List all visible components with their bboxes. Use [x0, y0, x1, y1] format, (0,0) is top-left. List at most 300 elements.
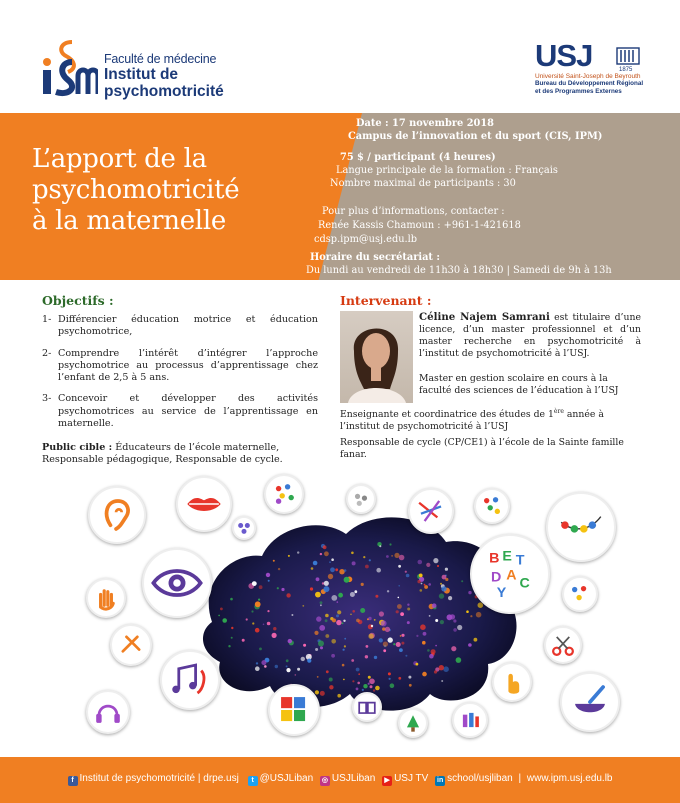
hours-title: Horaire du secrétariat : [310, 252, 440, 263]
letter-t: T [515, 552, 525, 569]
brain-dot [399, 555, 405, 561]
title-line2: psychomotricité [32, 175, 240, 205]
letter-d: D [491, 569, 502, 586]
page-title [32, 144, 239, 237]
brain-dot [445, 568, 448, 571]
brain-dot [286, 659, 289, 662]
brain-dot [416, 635, 418, 637]
brain-dot [218, 615, 220, 617]
brain-dot [435, 645, 437, 647]
brain-dot [398, 677, 401, 680]
brain-dot [330, 567, 335, 572]
brain-dot [332, 618, 336, 622]
speaker-bio2: Master en gestion scolaire en cours à la faculté des sciences de l’éducation à l’USJ [419, 373, 619, 396]
brain-dot [388, 672, 391, 675]
brain-dot [383, 649, 386, 652]
brain-dot [456, 657, 462, 663]
brain-dot [320, 691, 325, 696]
list-item [42, 348, 318, 385]
brain-dot [295, 674, 297, 676]
speaker-bio [419, 311, 641, 360]
brain-dot [320, 646, 323, 649]
brain-dot [329, 561, 331, 563]
item-number: 2- [42, 347, 52, 359]
brain-dot [301, 657, 305, 661]
brain-dot [325, 619, 328, 622]
brain-dot [316, 577, 320, 581]
brain-dot [390, 683, 395, 688]
brain-dot [344, 638, 346, 640]
brain-dot [222, 618, 227, 623]
brain-dot [440, 583, 442, 585]
brain-dot [362, 689, 364, 691]
speaker-bio4: Responsable de cycle (CP/CE1) à l’école de la Sainte famille fanar. [340, 437, 624, 460]
brain-dot [386, 555, 389, 558]
brain-dot [336, 614, 339, 617]
usj-year: 1875 [619, 67, 633, 72]
brain-dot [320, 601, 323, 604]
brain-dot [397, 604, 402, 609]
bureau-line2: et des Programmes Externes [535, 88, 622, 95]
item-text: Concevoir et développer des activités psychomotrices au service de l’apprentissage en maternelle. [58, 393, 318, 430]
letter-y: Y [496, 584, 507, 601]
brain-dot [429, 615, 431, 617]
brain-dot [405, 655, 407, 657]
letter-b: B [489, 550, 500, 567]
eye-icon [142, 548, 212, 618]
brain-dot [407, 604, 409, 606]
brain-dot [350, 592, 355, 597]
brain-dot [422, 672, 427, 677]
brain-dot [339, 569, 344, 574]
brain-dot [278, 568, 280, 570]
brain-dot [457, 625, 462, 630]
brain-dot [400, 635, 402, 637]
brain-dot [468, 643, 472, 647]
brain-dot [440, 620, 444, 624]
brain-dot [288, 555, 290, 557]
brain-dot [368, 683, 370, 685]
brain-dot [461, 580, 463, 582]
brain-dot [361, 583, 364, 586]
brain-dot [419, 574, 423, 578]
brain-dot [350, 614, 352, 616]
brain-dot [331, 558, 334, 561]
brain-dot [344, 577, 350, 583]
brain-dot [401, 642, 404, 645]
beads-icon [546, 492, 616, 562]
headphones-icon [86, 690, 130, 734]
brain-dot [448, 596, 452, 600]
brain-dot [426, 563, 430, 567]
public-label: Public cible : [42, 442, 113, 453]
brain-dot [331, 639, 336, 644]
brain-dot [391, 555, 393, 557]
brain-dot [375, 686, 380, 691]
brain-dot [325, 634, 329, 638]
bottles-icon [452, 702, 488, 738]
brain-dot [369, 679, 375, 685]
location: Campus de l’innovation et du sport (CIS, IPM) [348, 131, 603, 142]
brain-dot [277, 587, 279, 589]
brain-dot [318, 641, 324, 647]
brain-dot [368, 634, 373, 639]
brain-dot [324, 551, 329, 556]
brain-dot [325, 614, 329, 618]
colored-dots-icon [562, 576, 598, 612]
institute-line1: Institut de [104, 66, 179, 83]
linkedin-link[interactable]: school/usjliban [447, 773, 513, 784]
brain-dot [405, 571, 407, 573]
ism-logo [38, 40, 98, 98]
brain-dot [303, 644, 306, 647]
brain-dot [310, 587, 313, 590]
brain-dot [337, 610, 341, 614]
brain-dot [273, 627, 276, 630]
brain-dot [259, 648, 262, 651]
brain-dot [396, 642, 401, 647]
brain-dot [231, 637, 233, 639]
book-icon [352, 692, 382, 722]
brain-dot [441, 680, 443, 682]
mortar-icon [560, 672, 620, 732]
brain-dot [307, 659, 311, 663]
brain-dot [251, 610, 253, 612]
dots-icon [264, 474, 304, 514]
brain-dot [343, 649, 345, 651]
brain-dot [319, 625, 325, 631]
item-number: 1- [42, 314, 52, 325]
price: 75 $ / participant (4 heures) [340, 152, 496, 163]
usj-full-name: Université Saint-Joseph de Beyrouth [535, 73, 641, 80]
speaker-bio3 [340, 406, 642, 433]
ear-icon [88, 486, 146, 544]
youtube-link[interactable]: USJ TV [394, 773, 429, 784]
brain-dot [286, 593, 290, 597]
brain-dot [434, 670, 437, 673]
brain-dot [336, 620, 341, 625]
brain-dot [281, 588, 284, 591]
brain-dot [231, 627, 233, 629]
brain-dot [381, 620, 387, 626]
hand-icon [86, 578, 126, 618]
brain-dot [268, 580, 270, 582]
brain-dot [342, 664, 345, 667]
scissors-icon [544, 626, 582, 664]
brain-dot [370, 685, 373, 688]
brain-dot [252, 581, 257, 586]
brain-dot [373, 689, 375, 691]
brain-dot [272, 633, 277, 638]
brain-dot [255, 601, 261, 607]
brain-dot [418, 560, 423, 565]
brain-dot [476, 612, 482, 618]
brain-dot [376, 568, 381, 573]
bio3-b: année à l’institut de psychomotricité à l’USJ [340, 409, 604, 433]
lips-icon [176, 476, 232, 532]
brain-dot [439, 593, 444, 598]
brain-dot [443, 666, 449, 672]
brain-dot [358, 673, 360, 675]
brain-dot [335, 568, 338, 571]
brain-dot [317, 676, 319, 678]
title-line1: L’apport de la [32, 144, 207, 174]
brain-dot [420, 624, 426, 630]
brain-dot [356, 619, 360, 623]
brain-dot [447, 614, 453, 620]
brain-dot [314, 631, 318, 635]
brain-dot [423, 632, 427, 636]
brain-dot [255, 628, 260, 633]
brain-dot [389, 543, 391, 545]
contact-name: Renée Kassis Chamoun : +961-1-421618 [318, 220, 521, 231]
brain-dot [421, 583, 423, 585]
brain-dot [344, 645, 346, 647]
brain-dot [256, 662, 258, 664]
brain-dot [352, 680, 354, 682]
contact-intro: Pour plus d’informations, contacter : [322, 206, 505, 217]
brain-dot [356, 688, 359, 691]
brain-dot [316, 616, 321, 621]
brain-dot [453, 628, 457, 632]
brain-dot [291, 614, 293, 616]
brain-dot [352, 610, 355, 613]
target-audience [42, 442, 322, 467]
brain-dot [398, 597, 400, 599]
brain-dot [323, 586, 329, 592]
molecule-icon [232, 516, 256, 540]
brain-dot [439, 665, 444, 670]
brain-dot [428, 583, 431, 586]
brain-dot [273, 560, 275, 562]
brain-dot [368, 676, 371, 679]
brain-dot [297, 668, 300, 671]
item-text: Comprendre l’intérêt d’intégrer l’approche psychomotrice au processus d’apprentissage chez l’enfant de 2,5 à 5 ans. [58, 347, 318, 384]
twitter-link[interactable]: @USJLiban [259, 773, 314, 784]
tower-icon [615, 44, 641, 72]
footer-links [0, 773, 680, 786]
bio3-a: Enseignante et coordinatrice des études de 1 [340, 409, 554, 421]
objectives-list [42, 314, 318, 439]
brain-dot [398, 585, 400, 587]
brain-dot [441, 586, 446, 591]
brain-dot [371, 625, 373, 627]
bio3-sup: ère [553, 408, 564, 415]
brain-dot [388, 637, 393, 642]
brain-dot [466, 610, 469, 613]
tree-icon [398, 708, 428, 738]
brain-dot [259, 585, 263, 589]
brain-dot [368, 617, 371, 620]
brain-dot [261, 660, 266, 665]
linkedin-icon: in [437, 777, 444, 784]
brain-dot [409, 684, 412, 687]
brain-dot [453, 619, 456, 622]
objectives-heading: Objectifs : [42, 293, 114, 308]
brain-dot [297, 551, 299, 553]
brain-dot [451, 646, 456, 651]
brain-dot [408, 676, 411, 679]
brain-dot [352, 561, 356, 565]
brain-dot [220, 608, 223, 611]
brain-dot [313, 561, 318, 566]
puzzle-icon [268, 684, 320, 736]
brain-dot [263, 624, 265, 626]
brain-dot [242, 639, 245, 642]
brain-dot [344, 569, 347, 572]
brain-dot [302, 605, 304, 607]
brain-dot [329, 685, 333, 689]
brain-dot [424, 585, 428, 589]
speaker-name: Céline Najem Samrani [419, 311, 550, 323]
brain-dot [431, 649, 436, 654]
brain-dot [264, 665, 267, 668]
brain-illustration [0, 472, 680, 755]
speaker-heading: Intervenant : [340, 293, 432, 308]
item-number: 3- [42, 393, 52, 405]
brain-dot [379, 638, 383, 642]
language: Langue principale de la formation : Français [336, 165, 558, 176]
brain-dot [385, 627, 390, 632]
brain-dot [315, 648, 318, 651]
brain-dot [338, 593, 343, 598]
brain-dot [433, 558, 438, 563]
brain-dot [286, 665, 288, 667]
brain-dot [331, 595, 337, 601]
brain-dot [393, 643, 395, 645]
brain-dot [365, 565, 369, 569]
brain-dot [337, 601, 339, 603]
arrows-icon [408, 488, 454, 534]
brain-dot [357, 682, 360, 685]
twitter-icon: t [248, 776, 258, 786]
brain-dot [324, 581, 329, 586]
brain-dot [363, 556, 365, 558]
brain-dot [328, 574, 333, 579]
brain-dot [275, 665, 278, 668]
brain-dot [432, 603, 437, 608]
brain-dot [267, 622, 271, 626]
brain-dot [329, 678, 333, 682]
brain-dot [407, 608, 410, 611]
brain-dot [331, 654, 335, 658]
brain-dot [387, 590, 389, 592]
brain-dot [356, 668, 360, 672]
letter-e: E [502, 548, 512, 565]
brain-dot [429, 654, 434, 659]
brain-dot [286, 668, 290, 672]
tools-icon [110, 624, 152, 666]
brain-dot [320, 604, 322, 606]
letter-a: A [506, 567, 517, 584]
brain-dot [311, 567, 314, 570]
brain-dot [267, 610, 269, 612]
contact-email[interactable]: cdsp.ipm@usj.edu.lb [314, 234, 418, 245]
brain-dot [417, 580, 420, 583]
brain-dot [363, 684, 367, 688]
instagram-icon: ◎ [321, 777, 328, 784]
brain-dot [351, 659, 354, 662]
brain-dot [379, 545, 381, 547]
music-icon [160, 650, 220, 710]
brain-dot [351, 552, 354, 555]
title-line3: à la maternelle [32, 206, 226, 236]
date: Date : 17 novembre 2018 [356, 118, 494, 129]
brain-dot [374, 656, 377, 659]
letter-c: C [519, 575, 530, 592]
brain-dot [228, 645, 230, 647]
brain-dot [230, 598, 233, 601]
brain-dot [360, 608, 365, 613]
speaker-photo [340, 311, 413, 403]
brain-dot [435, 619, 438, 622]
brain-dot [246, 618, 248, 620]
website-link[interactable]: www.ipm.usj.edu.lb [526, 773, 613, 784]
brain-dot [252, 622, 254, 624]
brain-dot [437, 565, 439, 567]
hours: Du lundi au vendredi de 11h30 à 18h30 | Samedi de 9h à 13h [306, 265, 612, 276]
public-text: Éducateurs de l’école maternelle, Responsable pédagogique, Responsable de cycle. [42, 442, 283, 466]
brain-dot [401, 634, 404, 637]
brain-dot [326, 670, 329, 673]
institute-name [104, 52, 224, 100]
instagram-link[interactable]: USJLiban [331, 773, 376, 784]
youtube-icon: ▶ [382, 776, 392, 786]
list-item [42, 393, 318, 430]
facebook-icon: f [68, 776, 78, 786]
brain-dot [407, 621, 410, 624]
brain-dot [343, 679, 345, 681]
brain-dot [416, 663, 419, 666]
pebbles-icon [346, 484, 376, 514]
brain-dot [374, 619, 376, 621]
brain-dot [366, 645, 369, 648]
item-text: Différencier éducation motrice et éducation psychomotrice, [58, 314, 318, 338]
brain-dot [369, 559, 371, 561]
brain-dot [343, 620, 345, 622]
brain-dot [470, 615, 472, 617]
brain-dot [354, 590, 357, 593]
institute-line2: psychomotricité [104, 83, 224, 100]
brain-dot [389, 678, 391, 680]
brain-dot [337, 694, 341, 698]
brain-dot [315, 592, 321, 598]
letters-icon [470, 534, 550, 614]
brain-dot [400, 612, 404, 616]
brain-dot [365, 655, 368, 658]
usj-letters: USJ [535, 38, 593, 73]
brain-dot [442, 575, 447, 580]
footer-separator: | [518, 773, 522, 784]
brain-dot [422, 641, 426, 645]
brain-dot [383, 642, 388, 647]
colored-dots-icon [474, 488, 510, 524]
brain-dot [320, 553, 322, 555]
bureau-line1: Bureau du Développement Régional [535, 80, 644, 87]
brain-dot [379, 611, 384, 616]
facebook-link[interactable]: Institut de psychomotricité | drpe.usj [79, 773, 239, 784]
brain-dot [266, 573, 270, 577]
brain-dot [474, 638, 478, 642]
brain-dot [424, 584, 426, 586]
brain-dot [258, 599, 260, 601]
brain-dot [288, 639, 292, 643]
brain-dot [427, 649, 430, 652]
speaker-bio1: est titulaire d’une licence, d’un master professionnel et d’un master recherche en psychomotricité à l’institut de psychomotricité à l’USJ. [419, 312, 641, 359]
list-item [42, 314, 318, 339]
max-participants: Nombre maximal de participants : 30 [330, 178, 516, 189]
faculty-label: Faculté de médecine [104, 52, 217, 66]
